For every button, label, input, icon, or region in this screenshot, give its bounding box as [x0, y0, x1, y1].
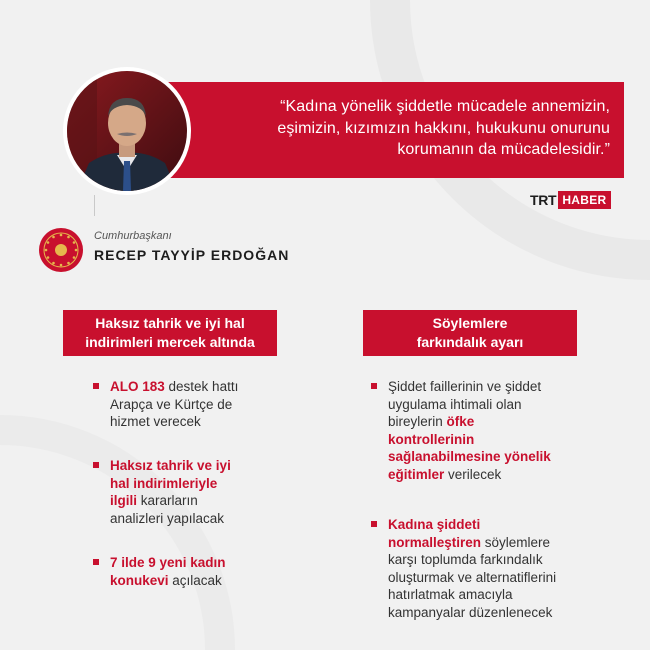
presidential-seal-icon — [38, 227, 84, 273]
bullet-icon — [93, 462, 99, 468]
right-section-header — [363, 310, 577, 356]
speaker-name: RECEP TAYYİP ERDOĞAN — [94, 247, 290, 263]
quote-line: korumanın da mücadelesidir.” — [397, 141, 610, 158]
highlight-text: konukevi — [110, 572, 169, 588]
item-text: uygulama ihtimali olan — [388, 396, 522, 412]
highlight-text: sağlanabilmesine yönelik — [388, 449, 551, 464]
list-item — [388, 378, 618, 483]
bullet-icon — [371, 521, 377, 527]
item-text: açılacak — [168, 572, 222, 588]
item-text: Arapça ve Kürtçe de — [110, 396, 233, 412]
quote-text — [190, 96, 610, 161]
highlight-text: Haksız tahrik ve iyi — [110, 458, 231, 473]
speaker-title: Cumhurbaşkanı — [94, 230, 172, 242]
quote-line: eşimizin, kızımızın hakkını, hukukunu onurunu — [277, 119, 610, 137]
list-item — [110, 457, 300, 527]
highlight-text: ALO 183 — [110, 379, 165, 394]
item-text: kararların — [137, 493, 198, 508]
item-text: analizleri yapılacak — [110, 510, 225, 526]
bullet-icon — [93, 383, 99, 389]
trt-logo-text: TRT — [530, 192, 557, 208]
highlight-text: normalleştiren — [388, 534, 482, 550]
header-line: Haksız tahrik ve iyi hal — [95, 315, 245, 331]
highlight-text: 7 ilde 9 yeni kadın — [110, 555, 226, 570]
item-text: destek hattı — [164, 379, 239, 394]
quote-line: “Kadına yönelik şiddetle mücadele annemizin, — [280, 98, 610, 115]
item-text: verilecek — [444, 466, 502, 482]
list-item — [110, 378, 290, 431]
trt-haber-logo — [530, 191, 611, 209]
highlight-text: öfke — [446, 414, 475, 429]
item-text: Şiddet faillerinin ve şiddet — [388, 379, 542, 394]
item-text: oluşturmak ve alternatiflerini — [388, 569, 557, 585]
header-line: Söylemlere — [432, 315, 508, 331]
highlight-text: hal indirimleriyle — [110, 475, 218, 491]
bullet-icon — [93, 559, 99, 565]
highlight-text: Kadına şiddeti — [388, 517, 481, 532]
item-text: kampanyalar düzenlenecek — [388, 604, 553, 620]
portrait — [63, 67, 191, 195]
item-text: hatırlatmak amacıyla — [388, 587, 513, 602]
header-line: farkındalık ayarı — [416, 334, 524, 350]
highlight-text: eğitimler — [388, 466, 445, 482]
item-text: hizmet verecek — [110, 414, 201, 429]
highlight-text: kontrollerinin — [388, 431, 475, 447]
portrait-photo — [67, 71, 187, 191]
list-item — [388, 516, 628, 621]
item-text: bireylerin — [388, 414, 447, 429]
bullet-icon — [371, 383, 377, 389]
item-text: karşı toplumda farkındalık — [388, 552, 543, 567]
item-text: söylemlere — [481, 534, 551, 550]
divider-line — [94, 195, 95, 216]
highlight-text: ilgili — [110, 493, 137, 508]
header-line: indirimleri mercek altında — [85, 334, 255, 350]
list-item — [110, 554, 300, 589]
haber-logo-text: HABER — [558, 191, 610, 209]
left-section-header — [63, 310, 277, 356]
